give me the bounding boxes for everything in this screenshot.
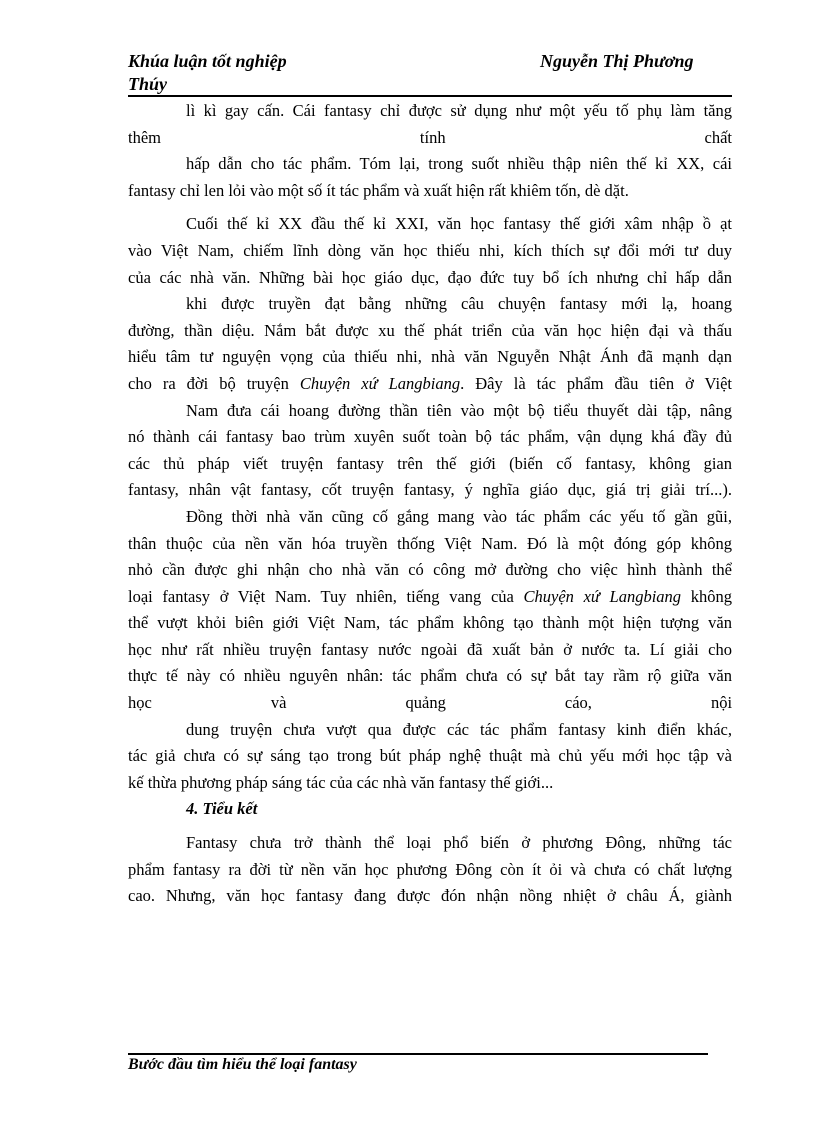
text-line: fantasy chỉ len lỏi vào một số ít tác phẩm và xuất hiện rất khiêm tốn, dè dặt. xyxy=(128,180,629,200)
text-line: khi được truyền đạt bằng những câu chuyện fantasy mới lạ, hoang xyxy=(186,294,732,314)
text-line: Nam đưa cái hoang đường thần tiên vào một bộ tiểu thuyết dài tập, nâng xyxy=(186,400,732,420)
text-line: cao. Nhưng, văn học fantasy đang được đón nhận nồng nhiệt ở châu Á, giành xyxy=(128,886,732,906)
text-line: Đồng thời nhà văn cũng cố gắng mang vào tác phẩm các yếu tố gần gũi, xyxy=(186,506,732,526)
text-line: vào Việt Nam, chiếm lĩnh dòng văn học thiếu nhi, kích thích sự đổi mới tư duy xyxy=(128,240,732,260)
header-title-continued: Thúy xyxy=(128,74,168,94)
section-heading: 4. Tiểu kết xyxy=(186,799,258,819)
text-line: Fantasy chưa trở thành thể loại phổ biến ở phương Đông, những tác xyxy=(186,833,732,853)
text-line: của các nhà văn. Những bài học giáo dục, đạo đức tuy bổ ích nhưng chỉ hấp dẫn xyxy=(128,267,732,287)
text-line: phẩm fantasy ra đời từ nền văn học phương Đông còn ít ỏi và chưa có chất lượng xyxy=(128,859,732,879)
text-line: hấp dẫn cho tác phẩm. Tóm lại, trong suốt nhiều thập niên thế kỉ XX, cái xyxy=(186,154,732,174)
body-text xyxy=(128,98,732,910)
text-line: nó thành cái fantasy bao trùm xuyên suốt toàn bộ tác phẩm, vận dụng khá đầy đủ xyxy=(128,427,732,447)
text-line: đường, thần diệu. Nắm bắt được xu thế phát triển của văn học hiện đại và thấu xyxy=(128,320,732,340)
text-line: Cuối thế kỉ XX đầu thế kỉ XXI, văn học fantasy thế giới xâm nhập ồ ạt xyxy=(186,214,732,234)
text-line: kế thừa phương pháp sáng tác của các nhà văn fantasy thế giới... xyxy=(128,772,554,792)
book-title: Chuyện xứ Langbiang xyxy=(523,586,682,606)
header-author: Nguyễn Thị Phương xyxy=(540,51,694,71)
text-line: các thủ pháp viết truyện fantasy trên thế giới (biến cố fantasy, không gian xyxy=(128,453,732,473)
text-line: hiểu tâm tư nguyện vọng của thiếu nhi, nhà văn Nguyễn Nhật Ánh đã mạnh dạn xyxy=(128,347,732,367)
book-title: Chuyện xứ Langbiang xyxy=(299,373,461,393)
text-line: fantasy, nhân vật fantasy, cốt truyện fantasy, ý nghĩa giáo dục, giá trị giải trí...). xyxy=(128,480,732,500)
text-line: thực tế này có nhiều nguyên nhân: tác phẩm chưa có sự bắt tay rầm rộ giữa văn xyxy=(128,666,732,686)
text-line: học như rất nhiều truyện fantasy nước ngoài đã xuất bản ở nước ta. Lí giải cho xyxy=(128,639,732,659)
text-line: thêm tính chất xyxy=(128,127,732,147)
header-rule xyxy=(128,95,732,97)
text-line: loại fantasy ở Việt Nam. Tuy nhiên, tiếng vang của Chuyện xứ Langbiang không xyxy=(128,586,732,606)
text-line: thân thuộc của nền văn hóa truyền thống Việt Nam. Đó là một đóng góp không xyxy=(128,533,732,553)
footer-text: Bước đầu tìm hiểu thể loại fantasy xyxy=(128,1056,357,1073)
header-title: Khúa luận tốt nghiệp xyxy=(128,51,287,71)
text-line: thể vượt khỏi biên giới Việt Nam, tác phẩm không tạo thành một hiện tượng văn xyxy=(128,613,732,633)
text-line: học và quảng cáo, nội xyxy=(128,693,733,713)
footer-rule xyxy=(128,1053,708,1055)
text-line: nhỏ cần được ghi nhận cho nhà văn có công mở đường cho việc hình thành thể xyxy=(128,560,732,580)
header-left xyxy=(128,50,287,96)
text-line: dung truyện chưa vượt qua được các tác phẩm fantasy kinh điển khác, xyxy=(186,719,732,739)
text-line: lì kì gay cấn. Cái fantasy chỉ được sử dụng như một yếu tố phụ làm tăng xyxy=(186,101,732,120)
text-line: tác giả chưa có sự sáng tạo trong bút pháp nghệ thuật mà chủ yếu mới học tập và xyxy=(128,746,732,766)
text-line: cho ra đời bộ truyện Chuyện xứ Langbiang. Đây là tác phẩm đầu tiên ở Việt xyxy=(128,373,732,393)
